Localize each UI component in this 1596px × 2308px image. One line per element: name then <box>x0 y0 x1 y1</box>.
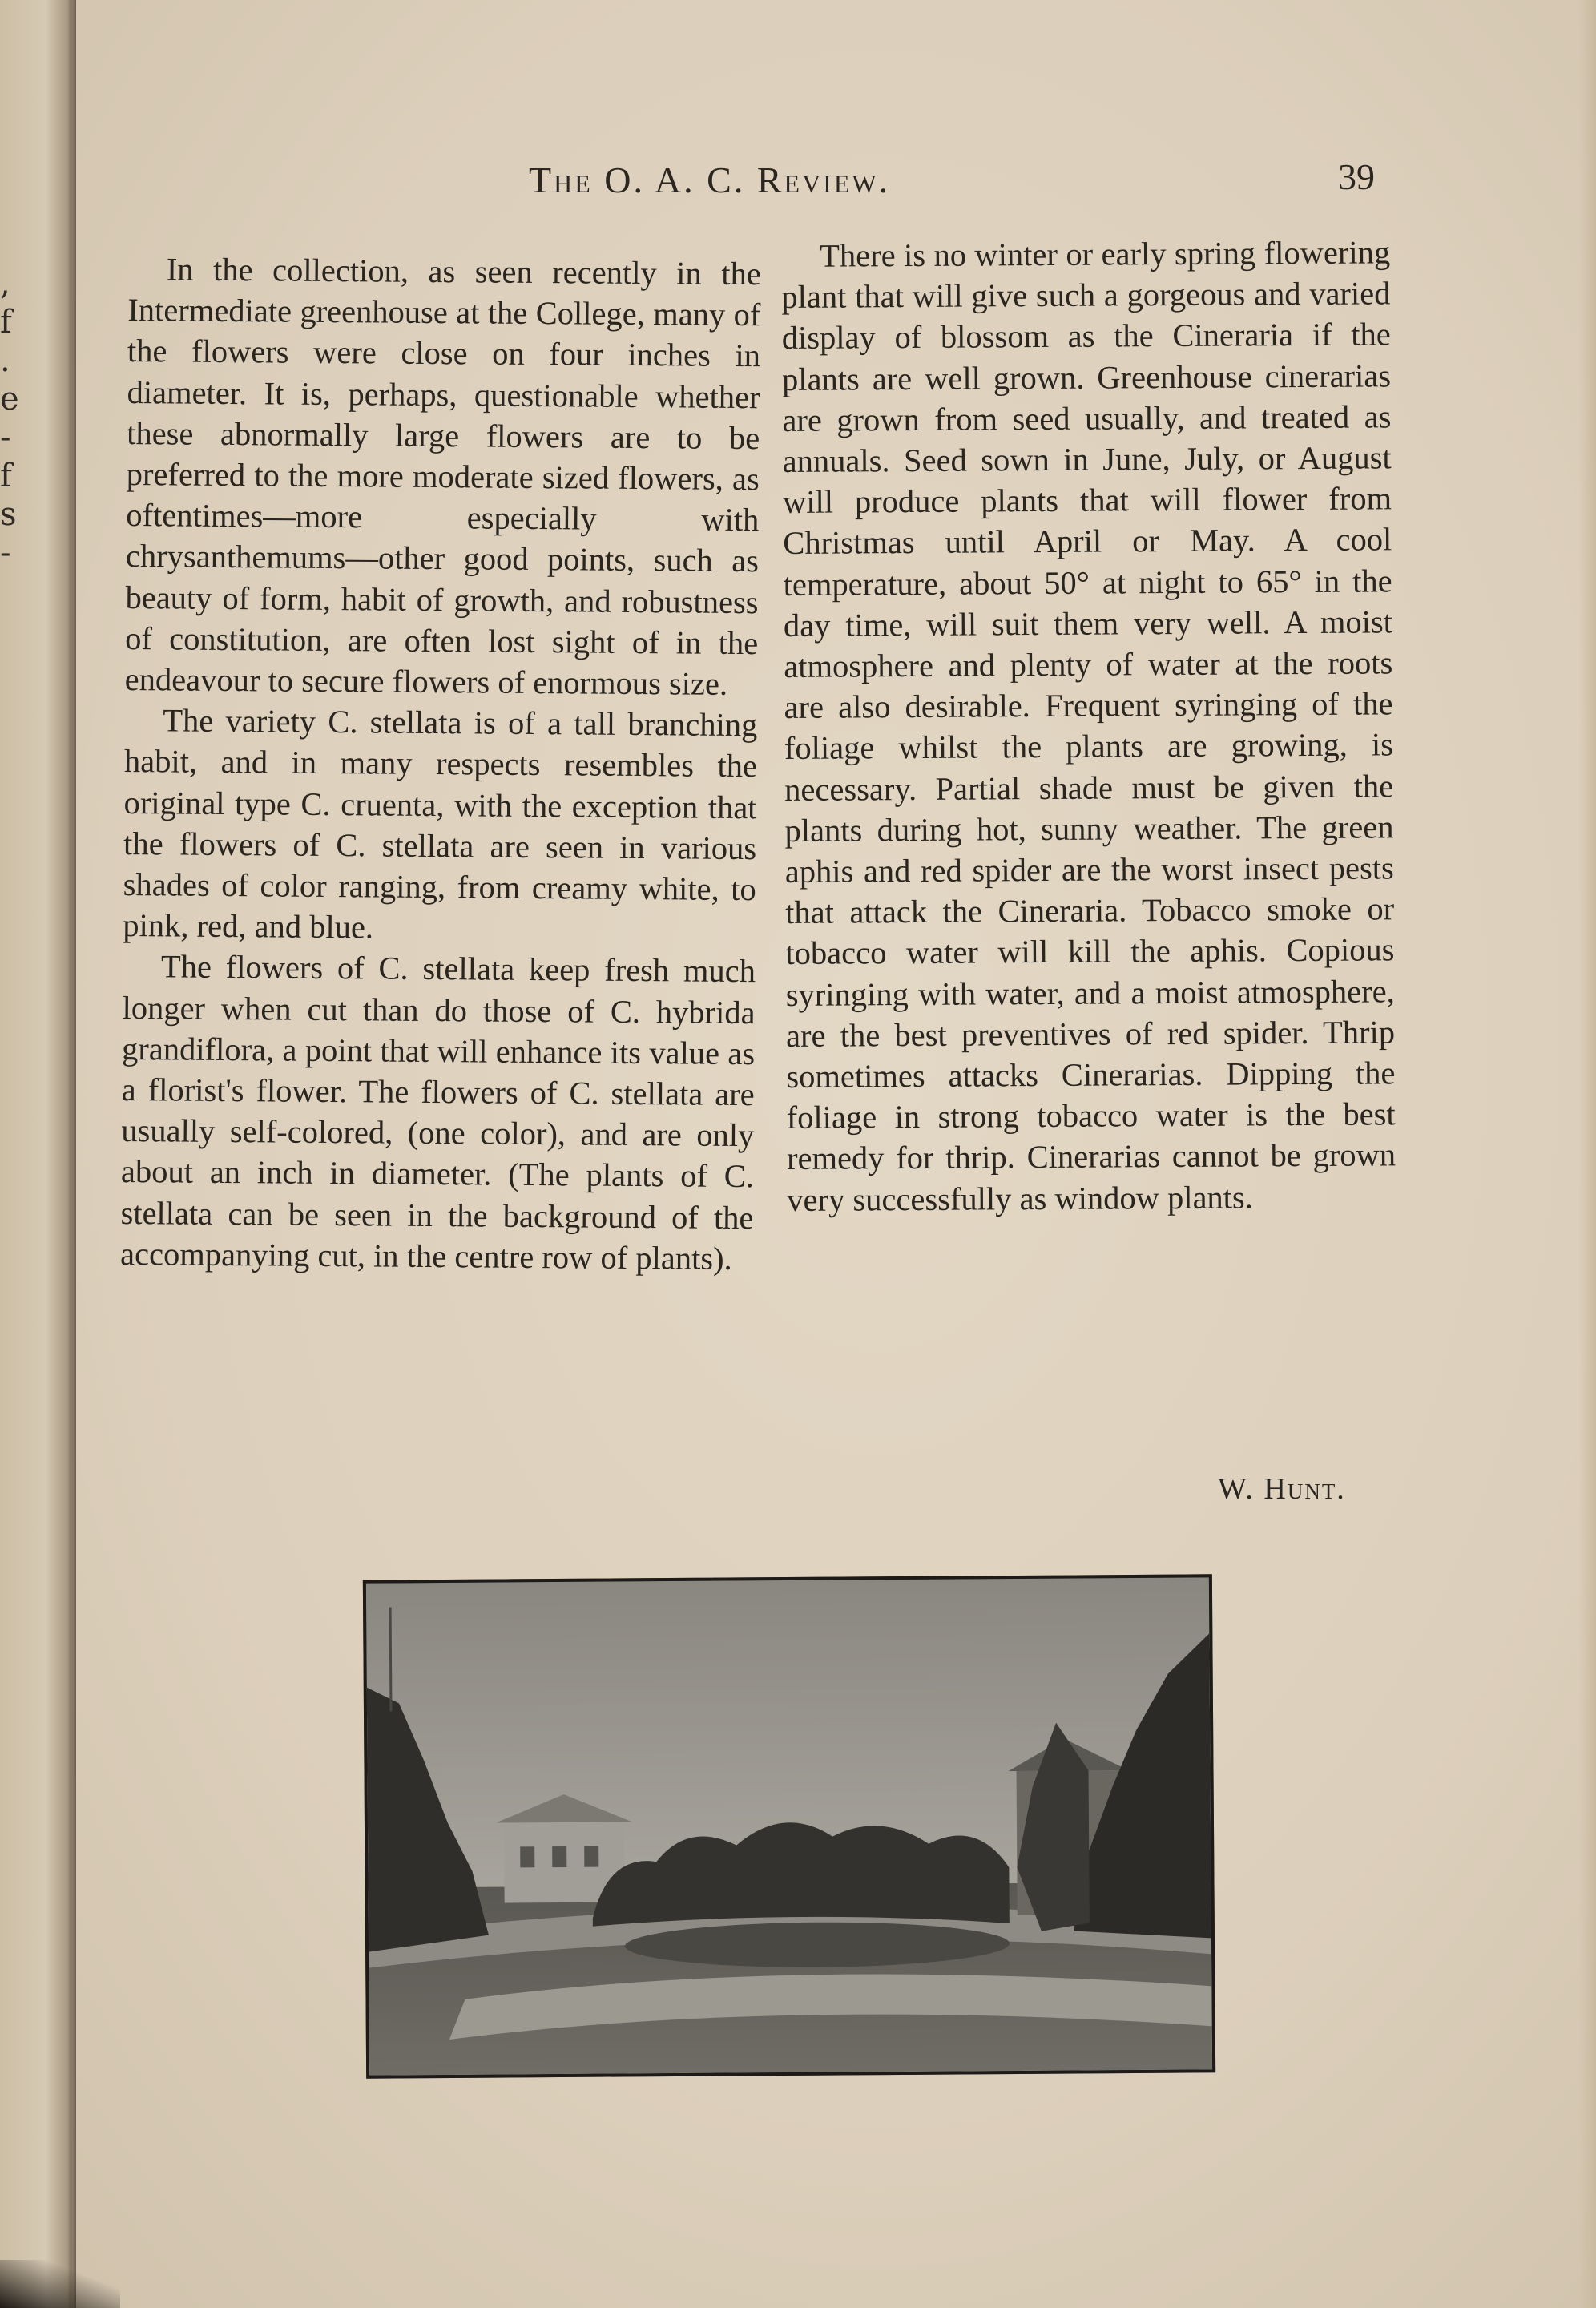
page-right-edge <box>1578 0 1596 2308</box>
page-number: 39 <box>1338 156 1375 197</box>
page-header <box>481 156 1426 207</box>
margin-mark: e <box>0 381 19 418</box>
paragraph: The variety C. stellata is of a tall branching habit, and in many respects resembles the original type C. cruenta, with the exception that the flowers of C. stellata are seen in various shades of color ranging, from creamy white, to pink, red, and blue. <box>123 702 758 946</box>
photo-illustration <box>366 1577 1212 2075</box>
margin-mark: - <box>0 419 11 456</box>
margin-mark: - <box>0 535 11 571</box>
paragraph: The flowers of C. stellata keep fresh much longer when cut than do those of C. hybrida grandiflora, a point that will enhance its value as a florist's flower. The flowers of C. stellata are usually self-colored, (one color), and are only about an inch in diameter. (The plants of C. stellata can be seen in the background of the accompanying cut, in the centre row of plants). <box>119 948 756 1277</box>
greenhouse-grounds-photo <box>363 1574 1215 2078</box>
right-column <box>781 232 1396 1220</box>
left-column <box>120 248 761 1279</box>
margin-mark: s <box>0 496 17 533</box>
margin-mark: f <box>0 458 12 494</box>
gutter-fold-line <box>69 0 74 2308</box>
paragraph: There is no winter or early spring flowering plant that will give such a gorgeous and varied display of blossom as the Cineraria if the plants are well grown. Greenhouse cinerarias are grown from seed usually, and treated as annuals. Seed sown in June, July, or August will produce plants that will flower from Christmas until April or May. A cool temperature, about 50° at night to 65° in the day time, will suit them very well. A moist atmosphere and plenty of water at the roots are also desirable. Frequent syringing of the foliage whilst the plants are growing, is necessary. Partial shade must be given the plants during hot, sunny weather. The green aphis and red spider are the worst insect pests that attack the Cineraria. Tobacco smoke or tobacco water will kill the aphis. Copious syringing with water, and a moist atmosphere, are the best preventives of red spider. Thrip sometimes attacks Cinerarias. Dipping the foliage in strong tobacco water is the best remedy for thrip. Cinerarias cannot be grown very successfully as window plants. <box>781 234 1396 1218</box>
author-signature: W. Hunt. <box>1218 1472 1346 1506</box>
corner-shadow <box>0 2260 120 2308</box>
running-title: The O. A. C. Review. <box>529 159 891 200</box>
margin-mark: , <box>0 265 10 302</box>
adjacent-page-margin-marks <box>0 264 24 572</box>
paragraph: In the collection, as seen recently in the Intermediate greenhouse at the College, many of the flowers were close on four inches in diameter. It is, perhaps, questionable whether these abnormally large flowers are to be preferred to the more moderate sized flowers, as oftentimes—more especially with chrysanthemums—other good points, such as beauty of form, habit of growth, and robustness of constitution, are often lost sight of in the endeavour to secure flowers of enormous size. <box>124 251 761 702</box>
margin-mark: f <box>0 304 12 341</box>
photo-flagpole <box>390 1607 391 1711</box>
margin-mark: . <box>0 342 10 379</box>
